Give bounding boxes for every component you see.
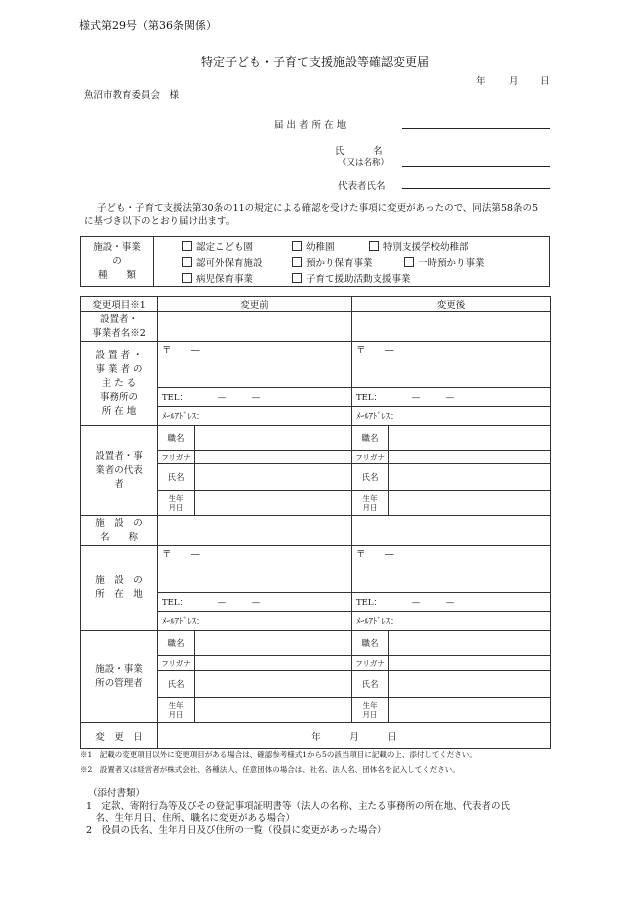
facility-postal-after[interactable]: 〒 — bbox=[352, 546, 551, 593]
rep-kana-after[interactable] bbox=[389, 451, 551, 464]
option-byouji[interactable]: 病児保育事業 bbox=[182, 271, 253, 285]
checkbox-icon bbox=[182, 257, 192, 267]
date-year: 年 bbox=[476, 76, 486, 87]
checkbox-icon bbox=[182, 273, 192, 283]
checkbox-icon bbox=[182, 241, 192, 251]
option-ichiji[interactable]: 一時預かり事業 bbox=[404, 255, 485, 269]
mgr-birth-before[interactable] bbox=[195, 698, 352, 723]
setter-mail-before[interactable]: ﾒｰﾙｱﾄﾞﾚｽ： bbox=[158, 407, 352, 426]
attach-item-1-cont: 名、生年月日、住所、職名に変更がある場合） bbox=[86, 813, 296, 824]
option-kodomoen[interactable]: 認定こども園 bbox=[182, 239, 253, 253]
date-day: 日 bbox=[540, 76, 550, 87]
change-table bbox=[80, 296, 551, 749]
facility-name-label: 施 設 の 名 称 bbox=[81, 516, 158, 546]
rep-birth-label-before: 生年 月日 bbox=[158, 491, 195, 516]
header-after: 変更後 bbox=[352, 297, 551, 312]
change-date-value[interactable]: 年 月 日 bbox=[158, 723, 551, 749]
option-azukari[interactable]: 預かり保育事業 bbox=[292, 255, 373, 269]
header-before: 変更前 bbox=[158, 297, 352, 312]
setter-postal-before[interactable]: 〒 — bbox=[158, 342, 352, 388]
rep-name-label-after: 氏名 bbox=[352, 464, 389, 491]
mgr-kana-after[interactable] bbox=[389, 656, 551, 671]
mgr-name-after[interactable] bbox=[389, 671, 551, 698]
setter-tel-before[interactable]: TEL： — — bbox=[158, 388, 352, 407]
mgr-birth-after[interactable] bbox=[389, 698, 551, 723]
option-tokubetsu[interactable]: 特別支援学校幼稚部 bbox=[369, 239, 469, 253]
setter-address-label: 設 置 者 ・ 事 業 者 の 主 た る 事務所の 所 在 地 bbox=[81, 342, 158, 426]
rep-name-before[interactable] bbox=[195, 464, 352, 491]
setter-postal-after[interactable]: 〒 — bbox=[352, 342, 551, 388]
applicant-rep-line[interactable] bbox=[402, 188, 550, 189]
rep-kana-label-before: フリガナ bbox=[158, 451, 195, 464]
attach-item-2: 2 役員の氏名、生年月日及び住所の一覧（役員に変更があった場合） bbox=[86, 825, 387, 836]
rep-job-label-after: 職名 bbox=[352, 426, 389, 451]
setter-name-after[interactable] bbox=[352, 312, 551, 342]
option-kosodate[interactable]: 子育て援助活動支援事業 bbox=[292, 271, 411, 285]
mgr-kana-label-before: フリガナ bbox=[158, 656, 195, 671]
rep-job-label-before: 職名 bbox=[158, 426, 195, 451]
applicant-rep-label: 代表者氏名 bbox=[338, 181, 386, 192]
rep-name-after[interactable] bbox=[389, 464, 551, 491]
note-1: ※1 記載の変更項目以外に変更項目がある場合は、確認参考様式1から5の該当項目に記載の上、添付してください。 bbox=[80, 750, 477, 759]
rep-kana-before[interactable] bbox=[195, 451, 352, 464]
mgr-job-after[interactable] bbox=[389, 631, 551, 656]
facility-type-table bbox=[80, 236, 550, 287]
applicant-name-line[interactable] bbox=[402, 166, 550, 167]
attach-heading: （添付書類） bbox=[88, 788, 146, 799]
mgr-job-label-before: 職名 bbox=[158, 631, 195, 656]
option-youchien[interactable]: 幼稚園 bbox=[292, 239, 335, 253]
facility-mail-after[interactable]: ﾒｰﾙｱﾄﾞﾚｽ： bbox=[352, 612, 551, 631]
intro-line-2: に基づき以下のとおり届け出ます。 bbox=[84, 216, 236, 227]
rep-birth-before[interactable] bbox=[195, 491, 352, 516]
facility-tel-before[interactable]: TEL： — — bbox=[158, 593, 352, 612]
facility-type-label: 施設・事業 の 種 類 bbox=[81, 237, 154, 287]
facility-type-options bbox=[154, 237, 550, 287]
facility-postal-before[interactable]: 〒 — bbox=[158, 546, 352, 593]
rep-job-after[interactable] bbox=[389, 426, 551, 451]
checkbox-icon bbox=[404, 257, 414, 267]
mgr-birth-label-before: 生年 月日 bbox=[158, 698, 195, 723]
header-item: 変更項目※1 bbox=[81, 297, 158, 312]
rep-name-label-before: 氏名 bbox=[158, 464, 195, 491]
attach-item-1: 1 定款、寄附行為等及びその登記事項証明書等（法人の名称、主たる事務所の所在地、代表者の氏 bbox=[86, 801, 511, 812]
note-2: ※2 設置者又は経営者が株式会社、各種法人、任意団体の場合は、社名、法人名、団体名を記入してください。 bbox=[80, 765, 460, 774]
rep-kana-label-after: フリガナ bbox=[352, 451, 389, 464]
checkbox-icon bbox=[292, 257, 302, 267]
facility-tel-after[interactable]: TEL： — — bbox=[352, 593, 551, 612]
rep-birth-after[interactable] bbox=[389, 491, 551, 516]
form-number: 様式第29号（第36条関係） bbox=[79, 19, 217, 32]
facility-name-after[interactable] bbox=[352, 516, 551, 546]
mgr-job-label-after: 職名 bbox=[352, 631, 389, 656]
change-date-label: 変 更 日 bbox=[81, 723, 158, 749]
form-title: 特定子ども・子育て支援施設等確認変更届 bbox=[200, 55, 429, 69]
applicant-name-label: 氏 名 bbox=[335, 146, 383, 157]
mgr-job-before[interactable] bbox=[195, 631, 352, 656]
rep-birth-label-after: 生年 月日 bbox=[352, 491, 389, 516]
setter-name-label: 設置者・ 事業者名※2 bbox=[81, 312, 158, 342]
facility-name-before[interactable] bbox=[158, 516, 352, 546]
manager-label: 施設・事業 所の管理者 bbox=[81, 631, 158, 723]
mgr-birth-label-after: 生年 月日 bbox=[352, 698, 389, 723]
applicant-address-label: 届 出 者 所 在 地 bbox=[274, 120, 347, 131]
mgr-name-label-after: 氏名 bbox=[352, 671, 389, 698]
facility-address-label: 施 設 の 所 在 地 bbox=[81, 546, 158, 631]
mgr-kana-label-after: フリガナ bbox=[352, 656, 389, 671]
setter-name-before[interactable] bbox=[158, 312, 352, 342]
checkbox-icon bbox=[292, 241, 302, 251]
applicant-name-sub: （又は名称） bbox=[338, 158, 390, 168]
option-ninkagai[interactable]: 認可外保育施設 bbox=[182, 255, 263, 269]
applicant-address-line[interactable] bbox=[402, 128, 550, 129]
rep-label: 設置者・事 業者の代表 者 bbox=[81, 426, 158, 516]
mgr-name-label-before: 氏名 bbox=[158, 671, 195, 698]
addressee: 魚沼市教育委員会 様 bbox=[84, 90, 180, 101]
checkbox-icon bbox=[369, 241, 379, 251]
checkbox-icon bbox=[292, 273, 302, 283]
mgr-kana-before[interactable] bbox=[195, 656, 352, 671]
setter-mail-after[interactable]: ﾒｰﾙｱﾄﾞﾚｽ： bbox=[352, 407, 551, 426]
setter-tel-after[interactable]: TEL： — — bbox=[352, 388, 551, 407]
date-month: 月 bbox=[509, 76, 519, 87]
intro-line-1: 子ども・子育て支援法第30条の11の規定による確認を受けた事項に変更があったので、同法第58条の5 bbox=[97, 203, 539, 214]
mgr-name-before[interactable] bbox=[195, 671, 352, 698]
facility-mail-before[interactable]: ﾒｰﾙｱﾄﾞﾚｽ： bbox=[158, 612, 352, 631]
rep-job-before[interactable] bbox=[195, 426, 352, 451]
